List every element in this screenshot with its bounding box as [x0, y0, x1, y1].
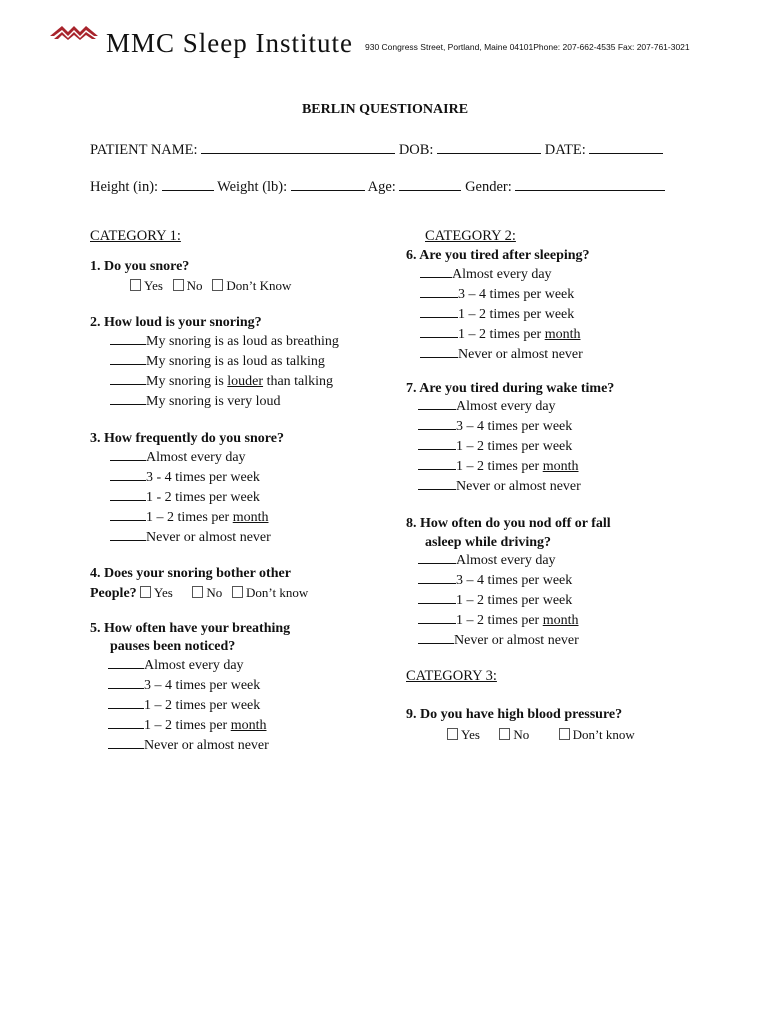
q5-option-label: Almost every day: [144, 658, 244, 673]
question-4-continued: People?: [90, 586, 137, 601]
q4-no-label: No: [206, 585, 223, 600]
q2-option-label: My snoring is very loud: [146, 394, 281, 409]
q4-yes-label: Yes: [153, 585, 173, 600]
question-7-options: [418, 397, 581, 497]
height-field[interactable]: [162, 178, 214, 191]
q7-option-label: 1 – 2 times per week: [456, 439, 573, 454]
q2-option-blank[interactable]: [110, 372, 146, 385]
q7-option-label: Almost every day: [456, 399, 556, 414]
mmc-logo-icon: [50, 24, 102, 40]
question-8-continued: asleep while driving?: [425, 535, 552, 550]
age-label: Age:: [367, 179, 396, 195]
q7-option-blank[interactable]: [418, 477, 456, 490]
age-field[interactable]: [399, 178, 461, 191]
q1-no-checkbox[interactable]: [173, 279, 184, 291]
q4-dk-checkbox[interactable]: [232, 586, 243, 598]
question-3-options: [110, 448, 271, 548]
q5-option-emphasis: month: [230, 718, 267, 733]
date-field[interactable]: [589, 141, 663, 154]
q1-dk-label: Don’t Know: [226, 278, 292, 293]
q5-option-blank[interactable]: [108, 716, 144, 729]
question-8: 8. How often do you nod off or fall: [406, 516, 611, 531]
question-8-options: [418, 551, 579, 651]
q8-option-label: Almost every day: [456, 553, 556, 568]
q5-option-label: 1 – 2 times per: [144, 718, 231, 733]
question-4: 4. Does your snoring bother other: [90, 566, 291, 581]
q9-dk-checkbox[interactable]: [559, 728, 570, 740]
category-1-heading: CATEGORY 1:: [90, 228, 181, 244]
patient-name-field[interactable]: [201, 141, 395, 154]
weight-label: Weight (lb):: [217, 179, 288, 195]
q7-option-label: 1 – 2 times per: [456, 459, 543, 474]
question-2: 2. How loud is your snoring?: [90, 315, 262, 330]
q7-option-blank[interactable]: [418, 397, 456, 410]
q9-yes-label: Yes: [461, 727, 480, 742]
q1-yes-checkbox[interactable]: [130, 279, 141, 291]
q3-option-blank[interactable]: [110, 468, 146, 481]
gender-field[interactable]: [515, 178, 665, 191]
category-2-heading: CATEGORY 2:: [425, 228, 516, 244]
q3-option-label: 1 - 2 times per week: [146, 490, 260, 505]
gender-label: Gender:: [465, 179, 512, 195]
category-3-heading: CATEGORY 3:: [406, 668, 497, 684]
q3-option-label: 1 – 2 times per: [146, 510, 233, 525]
dob-field[interactable]: [437, 141, 541, 154]
q9-no-checkbox[interactable]: [499, 728, 510, 740]
q5-option-blank[interactable]: [108, 736, 144, 749]
q3-option-emphasis: month: [232, 510, 269, 525]
q6-option-label: Almost every day: [452, 267, 552, 282]
q9-yes-checkbox[interactable]: [447, 728, 458, 740]
q9-no-label: No: [513, 727, 530, 742]
q6-option-blank[interactable]: [420, 285, 458, 298]
q5-option-label: Never or almost never: [144, 738, 269, 753]
question-1: 1. Do you snore?: [90, 259, 190, 274]
q6-option-blank[interactable]: [420, 305, 458, 318]
q5-option-blank[interactable]: [108, 696, 144, 709]
q5-option-blank[interactable]: [108, 676, 144, 689]
q4-no-checkbox[interactable]: [192, 586, 203, 598]
q5-option-label: 1 – 2 times per week: [144, 698, 261, 713]
q2-option-blank[interactable]: [110, 332, 146, 345]
q6-option-label: 3 – 4 times per week: [458, 287, 575, 302]
q3-option-blank[interactable]: [110, 448, 146, 461]
q2-option-blank[interactable]: [110, 352, 146, 365]
question-3: 3. How frequently do you snore?: [90, 431, 284, 446]
q8-option-label: 1 – 2 times per week: [456, 593, 573, 608]
question-1-options: [130, 278, 291, 294]
question-5-options: [108, 656, 269, 756]
question-9: 9. Do you have high blood pressure?: [406, 707, 623, 722]
patient-name-label: PATIENT NAME:: [90, 142, 198, 158]
q7-option-blank[interactable]: [418, 437, 456, 450]
q1-dk-checkbox[interactable]: [212, 279, 223, 291]
q5-option-blank[interactable]: [108, 656, 144, 669]
q2-option-label: My snoring is as loud as breathing: [146, 334, 339, 349]
institute-name: MMC Sleep Institute: [106, 28, 353, 58]
q7-option-blank[interactable]: [418, 457, 456, 470]
q3-option-label: Almost every day: [146, 450, 246, 465]
q2-option-blank[interactable]: [110, 392, 146, 405]
q6-option-emphasis: month: [544, 327, 581, 342]
q8-option-label: 1 – 2 times per: [456, 613, 543, 628]
question-4-options: [90, 585, 308, 602]
q7-option-emphasis: month: [542, 459, 579, 474]
q2-option-label: My snoring is: [146, 374, 228, 389]
q1-yes-label: Yes: [144, 278, 163, 293]
q4-dk-label: Don’t know: [245, 585, 309, 600]
question-5-continued: pauses been noticed?: [110, 639, 236, 654]
question-5: 5. How often have your breathing: [90, 621, 291, 636]
q8-option-label: 3 – 4 times per week: [456, 573, 573, 588]
q7-option-blank[interactable]: [418, 417, 456, 430]
q8-option-label: Never or almost never: [454, 633, 579, 648]
q1-no-label: No: [186, 278, 203, 293]
q6-option-label: Never or almost never: [458, 347, 583, 362]
q3-option-blank[interactable]: [110, 528, 146, 541]
q3-option-label: Never or almost never: [146, 530, 271, 545]
q8-option-emphasis: month: [542, 613, 579, 628]
q7-option-label: Never or almost never: [456, 479, 581, 494]
question-7: 7. Are you tired during wake time?: [406, 381, 615, 396]
q6-option-label: 1 – 2 times per: [458, 327, 545, 342]
q7-option-label: 3 – 4 times per week: [456, 419, 573, 434]
q4-yes-checkbox[interactable]: [140, 586, 151, 598]
question-9-options: [447, 727, 635, 743]
q9-dk-label: Don’t know: [572, 727, 635, 742]
q6-option-blank[interactable]: [420, 345, 458, 358]
q8-option-blank[interactable]: [418, 551, 456, 564]
q2-option-emphasis: louder: [227, 374, 264, 389]
q3-option-blank[interactable]: [110, 488, 146, 501]
weight-field[interactable]: [291, 178, 365, 191]
measurements-row: [90, 178, 665, 196]
q2-option-label: than talking: [263, 374, 334, 389]
q6-option-blank[interactable]: [420, 265, 452, 278]
q8-option-blank[interactable]: [418, 631, 454, 644]
q5-option-label: 3 – 4 times per week: [144, 678, 261, 693]
institute-address: 930 Congress Street, Portland, Maine 04101Phone: 207-662-4535 Fax: 207-761-3021: [365, 42, 690, 52]
q8-option-blank[interactable]: [418, 611, 456, 624]
dob-label: DOB:: [398, 142, 434, 158]
q8-option-blank[interactable]: [418, 571, 456, 584]
q3-option-blank[interactable]: [110, 508, 146, 521]
q2-option-label: My snoring is as loud as talking: [146, 354, 325, 369]
question-2-options: [110, 332, 339, 412]
date-label: DATE:: [544, 142, 586, 158]
patient-info-row: [90, 141, 663, 159]
page-title: BERLIN QUESTIONAIRE: [301, 102, 469, 117]
q6-option-blank[interactable]: [420, 325, 458, 338]
q6-option-label: 1 – 2 times per week: [458, 307, 575, 322]
height-label: Height (in):: [90, 179, 159, 195]
question-6-options: [420, 265, 583, 365]
q8-option-blank[interactable]: [418, 591, 456, 604]
question-6: 6. Are you tired after sleeping?: [406, 248, 590, 263]
q3-option-label: 3 - 4 times per week: [146, 470, 260, 485]
